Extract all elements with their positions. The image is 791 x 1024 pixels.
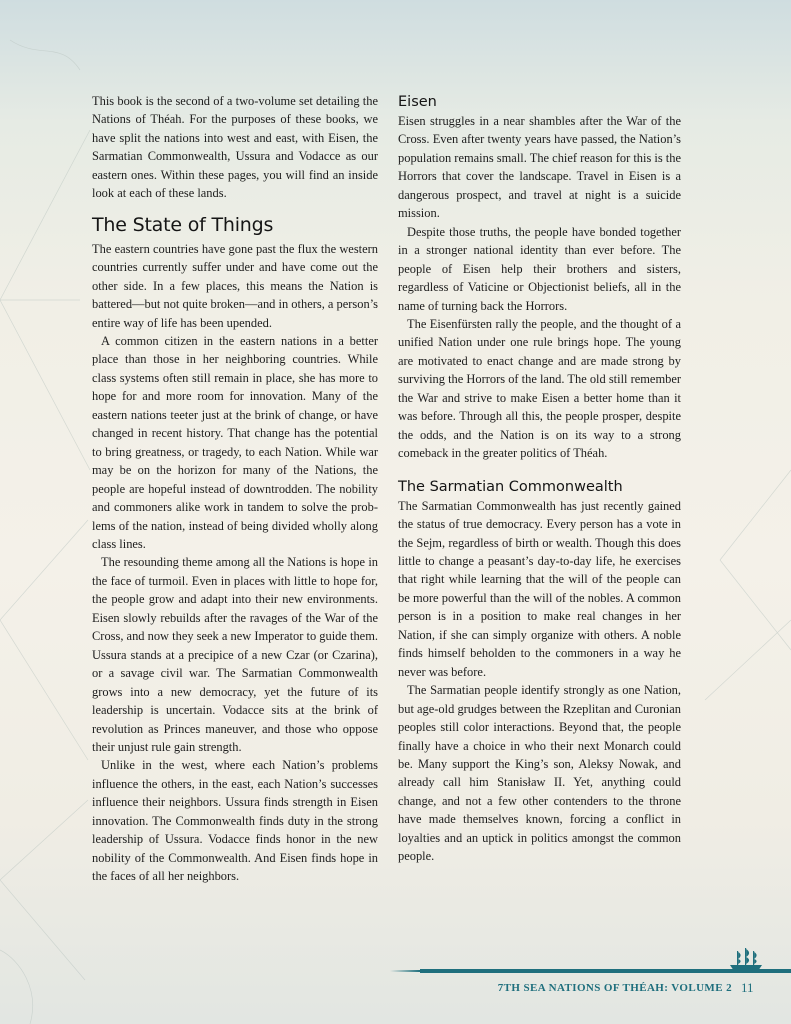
section-heading-state-of-things: The State of Things [92,213,274,236]
ship-icon [728,947,764,973]
body-paragraph: The resounding theme among all the Nations is hope in the face of turmoil. Even in places with little to hope for, the people grow and adapt into their new environments. Eisen slowly rebuilds after the ravages of the War of the Cross, and now they seek a new Imperator to guide them. Ussura stands at a precipice of a new Czar (or Czarina), or a savage civil war. The Sarmatian Commonwealth grows into a new democracy, yet the future of its leadership is uncertain. Vodacce sits at the brink of revolution as Princes maneuver, and those who oppose their unjust rule gain strength. [92,555,378,754]
page-number: 11 [741,980,754,995]
running-title: 7TH SEA NATIONS OF THÉAH: VOLUME 2 [497,982,732,994]
body-paragraph: Eisen struggles in a near shambles after the War of the Cross. Even after twenty years have passed, the Nation’s population remains small. The chief reason for this is the Horrors that cover the landscape. Travel in Eisen is a dangerous prospect, and travel at night is a suicide mission. [398,114,682,221]
section-heading-eisen: Eisen [398,94,437,110]
body-paragraph: The Eisenfürsten rally the people, and the thought of a unified Nation under one rule brings hope. The young are motivated to enact change and are made strong by surviving the Horrors of the land. The old still remember the War and strive to make Eisen a better home than it was before. Through all this, the people prosper, despite the odds, and the Nation is on its way to a strong comeback in the greater politics of Théah. [398,316,682,461]
body-paragraph: The eastern countries have gone past the flux the western countries currently suffer under and have come out the other side. In a few places, this means the Nation is battered—but not quite broken—and in others, a person’s entire way of life has been upended. [92,241,378,330]
body-paragraph: The Sarmatian people identify strongly as one Nation, but age-old grudges between the Rzeplitan and Curonian peoples still color interactions. Beyond that, the people finally have a choice in who their next Monarch could be. Many support the King’s son, Aleksy Nowak, and already call him Stanisław II. Yet, anything could change, and not a few other contenders to the throne have made themselves known, forcing a conflict in loyalties and an uptick in politics amongst the common people. [398,683,681,864]
body-paragraph: Unlike in the west, where each Nation’s problems influence the others, in the east, each Nation’s successes influence their neighbors. Ussura finds strength in Eisen innovation. The Commonwealth finds duty in the strong leadership of Ussura. Vodacce finds honor in the new nobility of the Commonwealth. And Eisen finds hope in the faces of all her neighbors. [92,758,378,884]
left-column [92,92,378,886]
body-paragraph: A common citizen in the eastern nations in a better place than those in her neighboring countries. While class systems often still remain in place, she has more to hope for and more room for innovation. Many of the eastern nations teeter just at the brink of change, or have changed in recent history. That change has the potential to bring greatness, or tragedy, to each Nation. While war may be on the horizon for many of the Nations, the people are hopeful instead of downtrodden. The nobility and commoners alike work in tandem to solve the problems of the nation, instead of being divided wholly along class lines. [92,333,378,551]
section-heading-sarmatian-commonwealth: The Sarmatian Commonwealth [398,478,623,495]
body-paragraph: The Sarmatian Commonwealth has just recently gained the status of true democracy. Every person has a vote in the Sejm, regardless of birth or wealth. Though this does little to change a peasant’s day-to-day life, he exercises that right while learning that the will of the people can be more powerful than the will of the nobles. A common person is in a position to make real changes in her Nation, if she can simply organize with others. A noble finds himself beholden to the commoners in a way he never was before. [398,498,681,679]
right-column [398,92,681,866]
body-paragraph: Despite those truths, the people have bonded together in a stronger national identity than ever before. The people of Eisen help their brothers and sisters, regardless of Vaticine or Objectionist beliefs, all in the name of turning back the Horrors. [398,224,681,313]
intro-paragraph: This book is the second of a two-volume set detailing the Nations of Théah. For the purposes of these books, we have split the nations into west and east, with Eisen, the Sarmatian Commonwealth, Ussura and Vodacce as our eastern ones. Within these pages, you will find an inside look at each of these lands. [92,94,378,201]
